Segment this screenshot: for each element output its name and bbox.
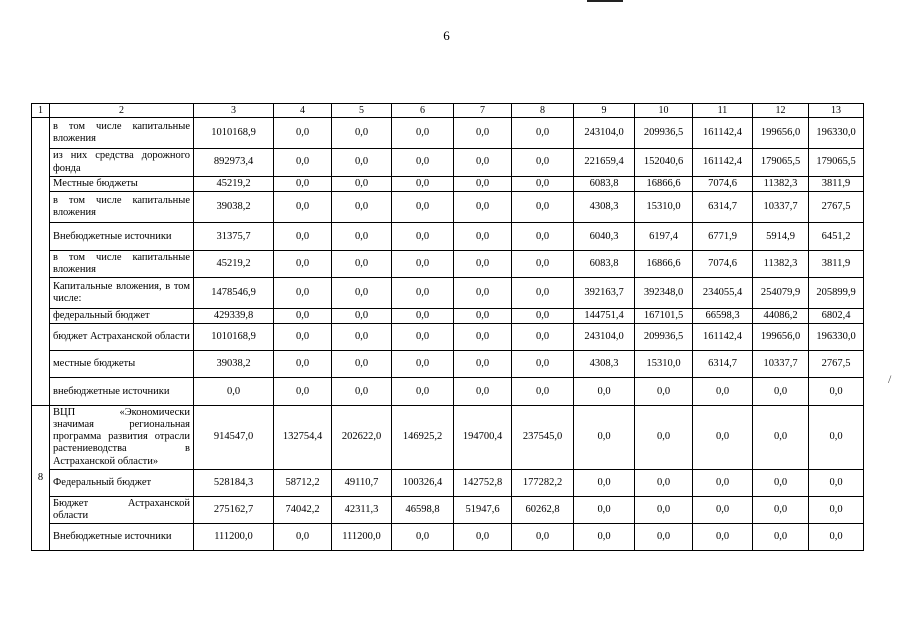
table-cell: 74042,2	[274, 496, 332, 523]
table-cell: 392163,7	[574, 278, 635, 309]
table-row	[32, 223, 864, 251]
table-row	[32, 278, 864, 309]
table-row	[32, 309, 864, 324]
table-cell: 0,0	[809, 406, 864, 469]
table-cell: 152040,6	[635, 149, 693, 177]
table-cell: 0,0	[454, 118, 512, 149]
table-cell: 0,0	[574, 469, 635, 496]
table-cell: 0,0	[274, 351, 332, 378]
row-description: Капитальные вложения, в том числе:	[50, 278, 194, 309]
table-cell: 6314,7	[693, 351, 753, 378]
table-cell: 205899,9	[809, 278, 864, 309]
table-cell: 0,0	[332, 378, 392, 406]
table-cell: 0,0	[274, 223, 332, 251]
table-cell: 0,0	[512, 223, 574, 251]
table-cell: 0,0	[274, 251, 332, 278]
table-cell: 209936,5	[635, 118, 693, 149]
table-cell: 221659,4	[574, 149, 635, 177]
table-cell: 0,0	[392, 278, 454, 309]
table-cell: 0,0	[332, 278, 392, 309]
table-cell: 16866,6	[635, 251, 693, 278]
row-description: в том числе капитальные вложения	[50, 192, 194, 223]
header-row	[32, 104, 864, 118]
table-cell: 4308,3	[574, 192, 635, 223]
table-cell: 914547,0	[194, 406, 274, 469]
table-cell: 0,0	[512, 149, 574, 177]
table-cell: 0,0	[332, 251, 392, 278]
row-description: федеральный бюджет	[50, 309, 194, 324]
margin-mark: /	[888, 372, 892, 386]
table-cell: 0,0	[635, 406, 693, 469]
row-description: Федеральный бюджет	[50, 469, 194, 496]
table-cell: 167101,5	[635, 309, 693, 324]
table-cell: 45219,2	[194, 251, 274, 278]
table-cell: 0,0	[693, 523, 753, 550]
table-cell: 0,0	[392, 324, 454, 351]
page-number: 6	[443, 28, 450, 43]
table-cell: 0,0	[512, 378, 574, 406]
column-header: 7	[454, 104, 512, 118]
row-description: из них средства дорожного фонда	[50, 149, 194, 177]
table-cell: 0,0	[274, 309, 332, 324]
table-cell: 0,0	[512, 324, 574, 351]
table-cell: 0,0	[512, 192, 574, 223]
table-row	[32, 351, 864, 378]
table-cell: 196330,0	[809, 324, 864, 351]
table-cell: 892973,4	[194, 149, 274, 177]
table-cell: 2767,5	[809, 192, 864, 223]
table-row	[32, 406, 864, 469]
table-cell: 254079,9	[753, 278, 809, 309]
table-cell: 0,0	[392, 523, 454, 550]
table-cell: 0,0	[332, 192, 392, 223]
table-cell: 202622,0	[332, 406, 392, 469]
table-cell: 1010168,9	[194, 324, 274, 351]
table-cell: 39038,2	[194, 192, 274, 223]
table-cell: 0,0	[512, 118, 574, 149]
table-row	[32, 177, 864, 192]
table-cell: 0,0	[753, 496, 809, 523]
table-cell: 39038,2	[194, 351, 274, 378]
column-header: 10	[635, 104, 693, 118]
table-cell: 0,0	[512, 177, 574, 192]
column-header: 12	[753, 104, 809, 118]
table-cell: 0,0	[574, 523, 635, 550]
table-cell: 2767,5	[809, 351, 864, 378]
table-cell: 0,0	[809, 378, 864, 406]
column-header: 5	[332, 104, 392, 118]
table-cell: 0,0	[512, 278, 574, 309]
table-cell: 392348,0	[635, 278, 693, 309]
table-cell: 0,0	[454, 149, 512, 177]
table-cell: 146925,2	[392, 406, 454, 469]
table-cell: 3811,9	[809, 251, 864, 278]
table-cell: 0,0	[274, 177, 332, 192]
table-cell: 0,0	[512, 251, 574, 278]
table-cell: 111200,0	[332, 523, 392, 550]
table-cell: 0,0	[454, 351, 512, 378]
table-cell: 0,0	[753, 378, 809, 406]
table-cell: 199656,0	[753, 324, 809, 351]
row-description: ВЦП «Экономически значимая региональная программа развития отрасли растениеводства в Астраханской области»	[50, 406, 194, 469]
table-cell: 0,0	[392, 251, 454, 278]
table-cell: 0,0	[392, 177, 454, 192]
column-header: 4	[274, 104, 332, 118]
table-cell: 0,0	[332, 223, 392, 251]
table-cell: 199656,0	[753, 118, 809, 149]
table-cell: 161142,4	[693, 324, 753, 351]
row-description: в том числе капитальные вложения	[50, 251, 194, 278]
table-cell: 0,0	[693, 406, 753, 469]
table-cell: 46598,8	[392, 496, 454, 523]
table-cell: 0,0	[753, 469, 809, 496]
table-cell: 0,0	[809, 469, 864, 496]
table-cell: 0,0	[693, 469, 753, 496]
table-cell: 0,0	[454, 251, 512, 278]
table-cell: 10337,7	[753, 351, 809, 378]
table-cell: 209936,5	[635, 324, 693, 351]
table-cell: 6802,4	[809, 309, 864, 324]
table-cell: 161142,4	[693, 149, 753, 177]
table-cell: 196330,0	[809, 118, 864, 149]
table-cell: 0,0	[392, 149, 454, 177]
table-cell: 0,0	[809, 523, 864, 550]
row-description: Бюджет Астраханской области	[50, 496, 194, 523]
table-cell: 528184,3	[194, 469, 274, 496]
table-cell: 0,0	[274, 278, 332, 309]
table-cell: 0,0	[454, 177, 512, 192]
table-cell: 0,0	[574, 496, 635, 523]
table-cell: 0,0	[332, 118, 392, 149]
table-cell: 49110,7	[332, 469, 392, 496]
table-cell: 0,0	[454, 309, 512, 324]
table-cell: 5914,9	[753, 223, 809, 251]
table-cell: 0,0	[392, 378, 454, 406]
data-table	[31, 103, 864, 551]
table-cell: 429339,8	[194, 309, 274, 324]
table-cell: 142752,8	[454, 469, 512, 496]
row-description: Местные бюджеты	[50, 177, 194, 192]
table-cell: 0,0	[574, 378, 635, 406]
column-header: 1	[32, 104, 50, 118]
table-cell: 15310,0	[635, 192, 693, 223]
table-cell: 44086,2	[753, 309, 809, 324]
column-header: 6	[392, 104, 454, 118]
table-row	[32, 149, 864, 177]
table-cell: 0,0	[454, 278, 512, 309]
table-row	[32, 324, 864, 351]
table-cell: 0,0	[693, 496, 753, 523]
table-cell: 6197,4	[635, 223, 693, 251]
table-row	[32, 378, 864, 406]
table-cell: 0,0	[274, 523, 332, 550]
row-description: Внебюджетные источники	[50, 523, 194, 550]
table-cell: 0,0	[454, 192, 512, 223]
table-cell: 0,0	[332, 309, 392, 324]
table-cell: 11382,3	[753, 177, 809, 192]
table-row	[32, 118, 864, 149]
table-cell: 45219,2	[194, 177, 274, 192]
table-cell: 6451,2	[809, 223, 864, 251]
table-row	[32, 496, 864, 523]
table-cell: 0,0	[274, 378, 332, 406]
table-cell: 234055,4	[693, 278, 753, 309]
table-cell: 0,0	[194, 378, 274, 406]
table-cell: 31375,7	[194, 223, 274, 251]
table-cell: 3811,9	[809, 177, 864, 192]
table-cell: 0,0	[274, 192, 332, 223]
table-cell: 4308,3	[574, 351, 635, 378]
table-cell: 10337,7	[753, 192, 809, 223]
table-cell: 1010168,9	[194, 118, 274, 149]
row-description: бюджет Астраханской области	[50, 324, 194, 351]
table-cell: 132754,4	[274, 406, 332, 469]
table-cell: 0,0	[332, 149, 392, 177]
table-cell: 6083,8	[574, 177, 635, 192]
row-description: местные бюджеты	[50, 351, 194, 378]
table-cell: 0,0	[635, 378, 693, 406]
table-cell: 0,0	[809, 496, 864, 523]
table-cell: 0,0	[392, 223, 454, 251]
table-cell: 194700,4	[454, 406, 512, 469]
table-cell: 179065,5	[753, 149, 809, 177]
column-header: 8	[512, 104, 574, 118]
table-cell: 179065,5	[809, 149, 864, 177]
table-cell: 0,0	[392, 351, 454, 378]
table-cell: 243104,0	[574, 324, 635, 351]
column-header: 9	[574, 104, 635, 118]
table-cell: 7074,6	[693, 177, 753, 192]
column-header: 13	[809, 104, 864, 118]
row-description: Внебюджетные источники	[50, 223, 194, 251]
column-header: 3	[194, 104, 274, 118]
table-cell: 0,0	[332, 177, 392, 192]
table-cell: 237545,0	[512, 406, 574, 469]
table-cell: 16866,6	[635, 177, 693, 192]
table-cell: 0,0	[512, 309, 574, 324]
table-cell: 0,0	[753, 406, 809, 469]
table-cell: 6771,9	[693, 223, 753, 251]
column-header: 11	[693, 104, 753, 118]
group-number-cell: 8	[32, 406, 50, 550]
table-cell: 0,0	[332, 351, 392, 378]
table-row	[32, 523, 864, 550]
table-cell: 0,0	[454, 324, 512, 351]
table-cell: 0,0	[635, 496, 693, 523]
table-cell: 58712,2	[274, 469, 332, 496]
table-cell: 100326,4	[392, 469, 454, 496]
table-cell: 15310,0	[635, 351, 693, 378]
table-cell: 66598,3	[693, 309, 753, 324]
table-cell: 0,0	[392, 309, 454, 324]
table-cell: 11382,3	[753, 251, 809, 278]
table-cell: 1478546,9	[194, 278, 274, 309]
table-cell: 60262,8	[512, 496, 574, 523]
column-header: 2	[50, 104, 194, 118]
table-cell: 6314,7	[693, 192, 753, 223]
table-cell: 0,0	[274, 324, 332, 351]
table-cell: 0,0	[753, 523, 809, 550]
table-cell: 0,0	[635, 523, 693, 550]
table-cell: 144751,4	[574, 309, 635, 324]
table-cell: 0,0	[392, 118, 454, 149]
table-row	[32, 469, 864, 496]
table-cell: 42311,3	[332, 496, 392, 523]
table-cell: 0,0	[693, 378, 753, 406]
table-cell: 0,0	[454, 523, 512, 550]
table-cell: 0,0	[274, 118, 332, 149]
table-cell: 0,0	[392, 192, 454, 223]
table-cell: 6083,8	[574, 251, 635, 278]
table-cell: 111200,0	[194, 523, 274, 550]
row-description: внебюджетные источники	[50, 378, 194, 406]
table-cell: 0,0	[274, 149, 332, 177]
table-row	[32, 192, 864, 223]
table-cell: 275162,7	[194, 496, 274, 523]
table-cell: 0,0	[454, 378, 512, 406]
table-cell: 51947,6	[454, 496, 512, 523]
group-number-cell	[32, 118, 50, 406]
table-cell: 7074,6	[693, 251, 753, 278]
scan-mark	[587, 0, 623, 2]
table-cell: 6040,3	[574, 223, 635, 251]
table-cell: 0,0	[512, 351, 574, 378]
table-cell: 177282,2	[512, 469, 574, 496]
table-cell: 0,0	[332, 324, 392, 351]
table-cell: 0,0	[635, 469, 693, 496]
table-cell: 243104,0	[574, 118, 635, 149]
row-description: в том числе капитальные вложения	[50, 118, 194, 149]
table-cell: 0,0	[454, 223, 512, 251]
table-cell: 0,0	[574, 406, 635, 469]
table-row	[32, 251, 864, 278]
table-cell: 161142,4	[693, 118, 753, 149]
table-cell: 0,0	[512, 523, 574, 550]
